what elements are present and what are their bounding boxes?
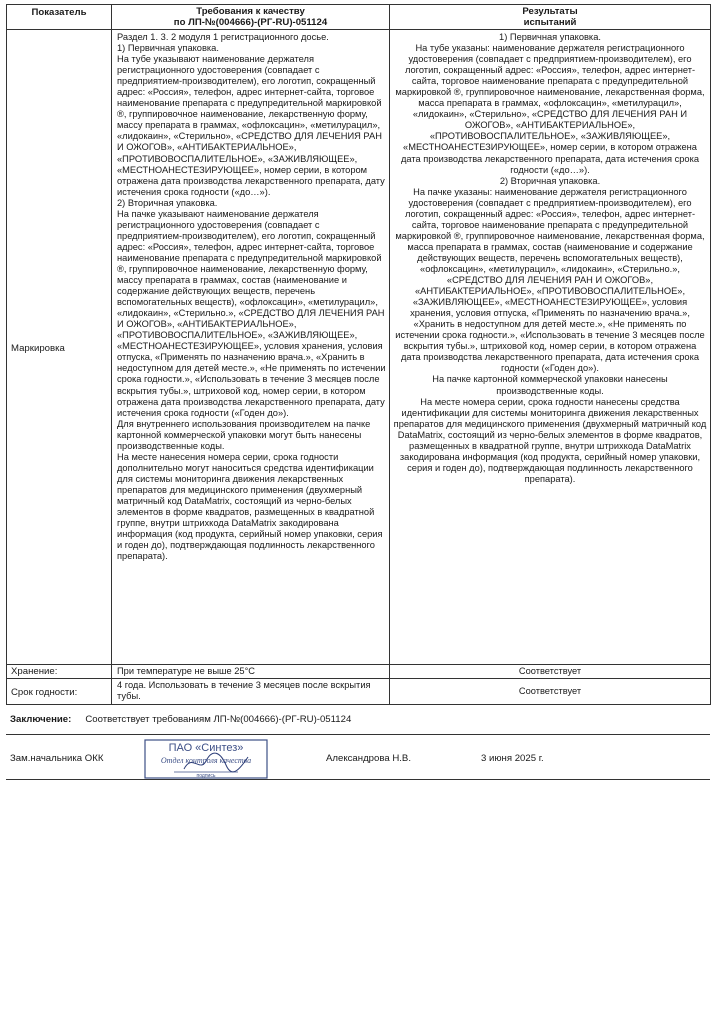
storage-label: Хранение: <box>11 666 58 677</box>
stamp-org: ПАО «Синтез» <box>168 742 244 754</box>
storage-requirement-cell <box>112 665 390 679</box>
signature-date: 3 июня 2025 г. <box>481 753 544 764</box>
stamp-dept: Отдел контроля качества <box>160 756 252 765</box>
storage-requirement: При температуре не выше 25°С <box>117 666 256 676</box>
conclusion-label: Заключение: <box>10 714 72 725</box>
shelf-life-label: Срок годности: <box>11 687 78 699</box>
shelf-life-label-cell <box>7 679 112 705</box>
header-requirements-line1: Требования к качеству <box>196 6 305 17</box>
marking-requirement-text: Раздел 1. 3. 2 модуля 1 регистрационного досье. 1) Первичная упаковка. На тубе указывают наименование держателя регистрационного удостоверения (совпадает с предприятием-производителем), его логотип, сокращенный адрес: «Россия», телефон, адрес интернет-сайта, торговое наименование препарата с предупредительной маркировкой ®, группировочное наименование, лекарственную форму, массу препарата в граммах, «офлоксацин», «метилурацил», «лидокаин», «Стерильно», «СРЕДСТВО ДЛЯ ЛЕЧЕНИЯ РАН И ОЖОГОВ», «АНТИБАКТЕРИАЛЬНОЕ», «ПРОТИВОВОСПАЛИТЕЛЬНОЕ», «ЗАЖИВЛЯЮЩЕЕ», «МЕСТНОАНЕСТЕЗИРУЮЩЕЕ», номер серии, в котором отражена дата производства лекарственного препарата, дату истечения срока годности («до…»). 2) Вторичная упаковка. На пачке указывают наименование держателя регистрационного удостоверения (совпадает с предприятием-производителем), его логотип, сокращенный адрес: «Россия», телефон, адрес интернет-сайта, торговое наименование препарата с предупредительной маркировкой ®, группировочное наименование, лекарственную форму, массу препарата в граммах, состав (наименование и содержание действующих веществ, перечень вспомогательных веществ), «офлоксацин», «метилурацил», «лидокаин», «Стерильно.», «СРЕДСТВО ДЛЯ ЛЕЧЕНИЯ РАН И ОЖОГОВ», «АНТИБАКТЕРИАЛЬНОЕ», «ПРОТИВОВОСПАЛИТЕЛЬНОЕ», «ЗАЖИВЛЯЮЩЕЕ», «МЕСТНОАНЕСТЕЗИРУЮЩЕЕ», условия хранения, условия отпуска, «Применять по назначению врача.», «Хранить в недоступном для детей месте.», «Не применять по истечении срока годности.», «Использовать в течение 3 месяцев после вскрытия тубы.», штриховой код, номер серии, в котором отражена дата производства лекарственного препарата, дату истечения срока годности («Годен до»). Для внутреннего использования производителем на пачке картонной коммерческой упаковки могут быть нанесены производственные коды. На месте нанесения номера серии, срока годности дополнительно могут наноситься средства идентификации для системы мониторинга движения лекарственных препаратов для медицинского применения (двухмерный матричный код DataMatrix, состоящий из черно-белых элементов в форме квадратов, размещенных в квадратной группе, внутри штрихкода DataMatrix закодирована информация (код продукта, серийный номер упаковки, серия и годен до), подтверждающая подлинность лекарственного препарата). <box>117 32 386 562</box>
header-results <box>390 5 711 30</box>
marking-label: Маркировка <box>11 342 65 354</box>
marking-result-text: 1) Первичная упаковка. На тубе указаны: наименование держателя регистрационного удостоверения (совпадает с предприятием-производителем), его логотип, сокращенный адрес: «Россия», телефон, адрес интернет-сайта, торговое наименование препарата с предупредительной маркировкой ®, группировочное наименование, лекарственная форма, масса препарата в граммах, «офлоксацин», «метилурацил», «лидокаин», «Стерильно», «СРЕДСТВО ДЛЯ ЛЕЧЕНИЯ РАН И ОЖОГОВ», «АНТИБАКТЕРИАЛЬНОЕ», «ПРОТИВОВОСПАЛИТЕЛЬНОЕ», «ЗАЖИВЛЯЮЩЕЕ», «МЕСТНОАНЕСТЕЗИРУЮЩЕЕ», номер серии, в котором отражена дата производства лекарственного препарата, дата истечения срока годности («до…»). 2) Вторичная упаковка. На пачке указаны: наименование держателя регистрационного удостоверения (совпадает с предприятием-производителем), его логотип, сокращенный адрес: «Россия», телефон, адрес интернет-сайта, торговое наименование препарата с предупредительной маркировкой ®, группировочное наименование, лекарственная форма, масса препарата в граммах, состав (наименование и содержание действующих веществ, перечень вспомогательных веществ), «офлоксацин», «метилурацил», «лидокаин», «Стерильно.», «СРЕДСТВО ДЛЯ ЛЕЧЕНИЯ РАН И ОЖОГОВ», «АНТИБАКТЕРИАЛЬНОЕ», «ПРОТИВОВОСПАЛИТЕЛЬНОЕ», «ЗАЖИВЛЯЮЩЕЕ», «МЕСТНОАНЕСТЕЗИРУЮЩЕЕ», условия хранения, условия отпуска, «Применять по назначению врача.», «Хранить в недоступном для детей месте.», «Не применять по истечении срока годности.», «Использовать в течение 3 месяцев после вскрытия тубы.», штриховой код, номер серии, в котором отражена дата производства лекарственного препарата, дата истечения срока годности («Годен до»). На пачке картонной коммерческой упаковки нанесены производственные коды. На месте номера серии, срока годности нанесены средства идентификации для системы мониторинга движения лекарственных препаратов для медицинского применения (двухмерный матричный код DataMatrix, состоящий из черно-белых элементов в форме квадратов, размещенных в квадратной группе, внутри штрихкода DataMatrix закодирована информация (код продукта, серийный номер упаковки, серия и годен до), подтверждающая подлинность лекарственного препарата). <box>393 32 707 484</box>
storage-result: Соответствует <box>518 666 582 676</box>
quality-stamp-icon <box>144 739 268 779</box>
signatory-name: Александрова Н.В. <box>326 753 411 764</box>
table-row-storage <box>7 665 711 679</box>
marking-label-cell <box>7 30 112 665</box>
table-row-shelf-life <box>7 679 711 705</box>
conclusion-value: Соответствует требованиям ЛП-№(004666)-(РГ-RU)-051124 <box>85 714 352 725</box>
signature-block <box>6 734 710 780</box>
header-requirements <box>112 5 390 30</box>
marking-result-cell <box>390 30 711 665</box>
storage-result-cell <box>390 665 711 679</box>
header-results-line1: Результаты <box>522 6 578 17</box>
header-indicator <box>7 5 112 30</box>
header-results-line2: испытаний <box>523 17 577 29</box>
table-header-row <box>7 5 711 30</box>
storage-label-cell <box>7 665 112 679</box>
shelf-life-result: Соответствует <box>518 686 582 697</box>
shelf-life-requirement: 4 года. Использовать в течение 3 месяцев после вскрытия тубы. <box>117 680 371 702</box>
quality-table <box>6 4 711 705</box>
header-indicator-text: Показатель <box>31 7 87 18</box>
stamp-sub: подпись <box>196 773 216 779</box>
bottom-divider <box>6 779 710 780</box>
conclusion-line <box>6 714 710 725</box>
shelf-life-requirement-cell <box>112 679 390 705</box>
signatory-role: Зам.начальника ОКК <box>10 753 104 764</box>
header-requirements-line2: по ЛП-№(004666)-(РГ-RU)-051124 <box>173 17 328 29</box>
shelf-life-result-cell <box>390 679 711 705</box>
marking-requirement-cell <box>112 30 390 665</box>
document <box>6 4 718 779</box>
table-row-marking <box>7 30 711 665</box>
